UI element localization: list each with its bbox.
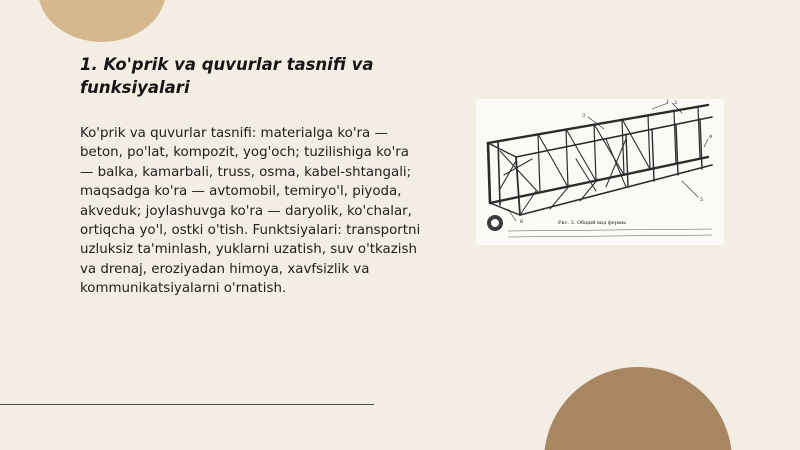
divider-line (0, 404, 374, 405)
decorative-circle-top (38, 0, 166, 42)
slide-body-text: Ko'prik va quvurlar tasnifi: materialga ko'ra — beton, po'lat, kompozit, yog'och; tuzilishiga ko'ra — balka, kamarbali, truss, osma, kabel-shtangali; maqsadga ko'ra — avtomobil, temiryo'l, piyoda, akveduk; joylashuvga ko'ra — daryolik, ko'chalar, ortiqcha yo'l, ostki o'tish. Funktsiyalari: transportni uzluksiz ta'minlash, yuklarni uzatish, suv o'tkazish va drenaj, eroziyadan himoya, xavfsizlik va kommunikatsiyalarni o'rnatish. (80, 126, 421, 297)
figure-label-5: 5 (700, 197, 704, 203)
figure-label-3: 3 (582, 113, 586, 119)
decorative-circle-bottom (544, 367, 732, 450)
figure-label-6: 6 (520, 219, 524, 225)
slide-title: 1. Ko'prik va quvurlar tasnifi va funksiyalari (80, 55, 374, 97)
figure-caption: Рис. 3. Общий вид фермы (558, 220, 626, 226)
figure-label-2: 2 (674, 100, 678, 106)
figure-label-1: 1 (666, 99, 670, 105)
figure-label-4: 4 (709, 134, 713, 140)
truss-bridge-figure (476, 99, 724, 245)
